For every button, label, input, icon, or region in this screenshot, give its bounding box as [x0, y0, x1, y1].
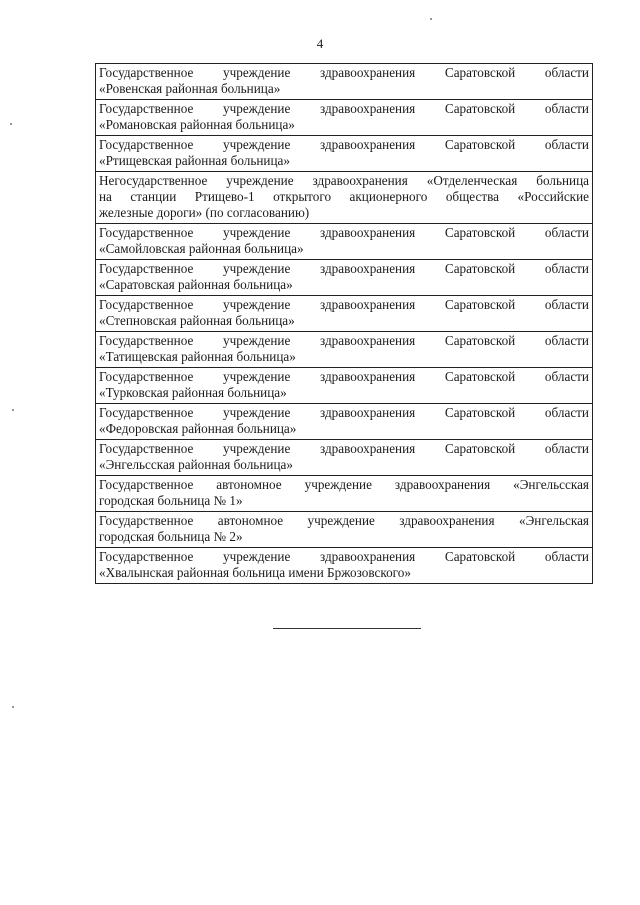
institution-cell — [96, 368, 593, 404]
institution-name-line: Государственное учреждение здравоохранения Саратовской области — [99, 225, 589, 240]
table-row — [96, 512, 593, 548]
table-row — [96, 404, 593, 440]
institution-name-line: «Степновская районная больница» — [99, 313, 295, 328]
scan-speck — [10, 123, 12, 125]
institution-name-line: Государственное учреждение здравоохранения Саратовской области — [99, 549, 589, 564]
institution-name-line: Государственное учреждение здравоохранения Саратовской области — [99, 65, 589, 80]
table-row — [96, 548, 593, 584]
institution-name-line: «Саратовская районная больница» — [99, 277, 293, 292]
institution-name-line: «Татищевская районная больница» — [99, 349, 296, 364]
institution-name-line: «Романовская районная больница» — [99, 117, 295, 132]
institution-name-line: Государственное учреждение здравоохранения Саратовской области — [99, 441, 589, 456]
scan-speck — [12, 706, 14, 708]
scan-speck — [12, 409, 14, 411]
table-row — [96, 296, 593, 332]
institution-name-line: Государственное учреждение здравоохранения Саратовской области — [99, 333, 589, 348]
table-row — [96, 260, 593, 296]
institution-cell — [96, 260, 593, 296]
institution-name-line: Государственное учреждение здравоохранения Саратовской области — [99, 369, 589, 384]
table-row — [96, 64, 593, 100]
institution-name-line: Государственное учреждение здравоохранения Саратовской области — [99, 137, 589, 152]
institution-cell — [96, 440, 593, 476]
institution-name-line: «Ровенская районная больница» — [99, 81, 281, 96]
institution-name-line: городская больница № 2» — [99, 529, 243, 544]
separator-line — [273, 628, 421, 629]
table-row — [96, 172, 593, 224]
institution-cell — [96, 136, 593, 172]
institution-name-line: Государственное учреждение здравоохранения Саратовской области — [99, 405, 589, 420]
page-number: 4 — [316, 36, 324, 51]
institution-name-line: «Энгельсская районная больница» — [99, 457, 293, 472]
table-row — [96, 368, 593, 404]
institution-name-line: «Федоровская районная больница» — [99, 421, 297, 436]
institution-cell — [96, 548, 593, 584]
institution-name-line: «Турковская районная больница» — [99, 385, 287, 400]
institution-cell — [96, 476, 593, 512]
hospitals-table-body — [96, 64, 593, 584]
institution-name-line: Негосударственное учреждение здравоохранения «Отделенческая больница — [99, 173, 589, 188]
hospitals-table — [95, 63, 593, 584]
table-row — [96, 476, 593, 512]
institution-cell — [96, 224, 593, 260]
institution-cell — [96, 100, 593, 136]
institution-name-line: Государственное автономное учреждение здравоохранения «Энгельская — [99, 513, 589, 528]
institution-name-line: городская больница № 1» — [99, 493, 243, 508]
table-row — [96, 136, 593, 172]
institution-name-line: «Хвалынская районная больница имени Бржозовского» — [99, 565, 411, 580]
institution-cell — [96, 172, 593, 224]
institution-name-line: «Ртищевская районная больница» — [99, 153, 290, 168]
institution-name-line: Государственное учреждение здравоохранения Саратовской области — [99, 297, 589, 312]
institution-cell — [96, 404, 593, 440]
institution-name-line: «Самойловская районная больница» — [99, 241, 304, 256]
institution-cell — [96, 64, 593, 100]
table-row — [96, 224, 593, 260]
scan-speck — [430, 18, 432, 20]
table-row — [96, 440, 593, 476]
table-row — [96, 100, 593, 136]
table-row — [96, 332, 593, 368]
institution-name-line: Государственное автономное учреждение здравоохранения «Энгельсская — [99, 477, 589, 492]
institution-name-line: железные дороги» (по согласованию) — [99, 205, 310, 220]
institution-name-line: Государственное учреждение здравоохранения Саратовской области — [99, 261, 589, 276]
institution-cell — [96, 296, 593, 332]
institution-cell — [96, 332, 593, 368]
institution-cell — [96, 512, 593, 548]
institution-name-line: Государственное учреждение здравоохранения Саратовской области — [99, 101, 589, 116]
institution-name-line: на станции Ртищево-1 открытого акционерного общества «Российские — [99, 189, 589, 204]
